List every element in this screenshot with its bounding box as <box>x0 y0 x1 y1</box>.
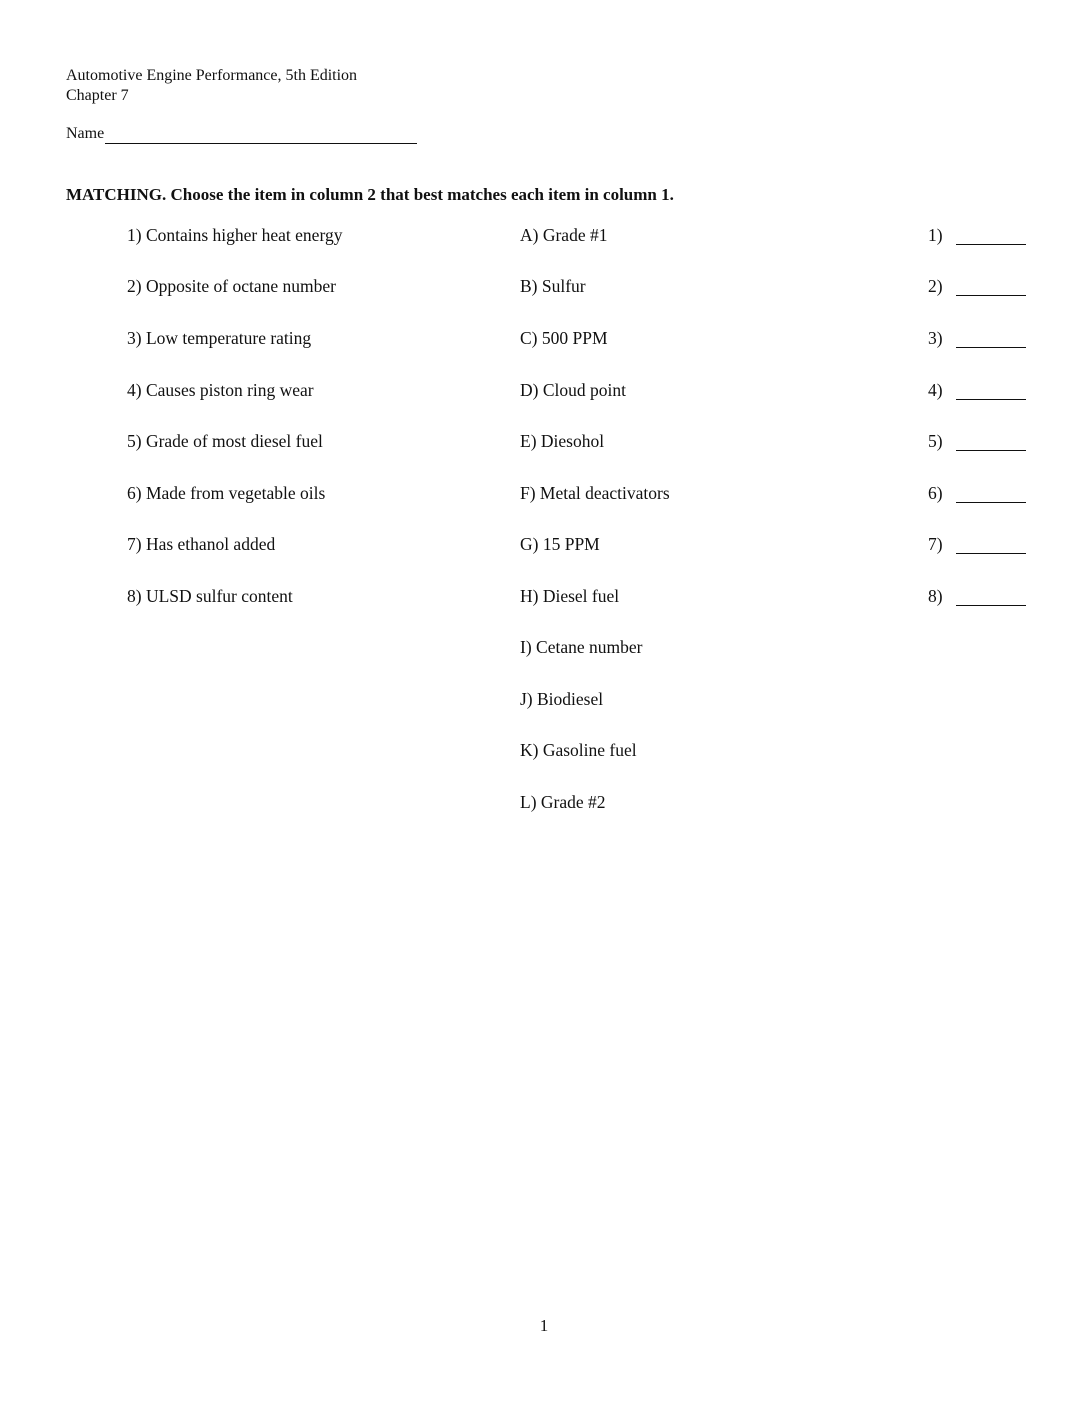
instructions-heading: MATCHING. Choose the item in column 2 that best matches each item in column 1. <box>66 185 674 204</box>
column2-item: G) 15 PPM <box>520 534 600 554</box>
column1-item: 1) Contains higher heat energy <box>127 225 343 245</box>
answer-label: 3) <box>928 328 943 348</box>
column2-item: A) Grade #1 <box>520 225 608 245</box>
column1-item: 4) Causes piston ring wear <box>127 380 314 400</box>
column2-item: H) Diesel fuel <box>520 586 620 606</box>
column2-item: F) Metal deactivators <box>520 483 670 503</box>
answer-blank[interactable] <box>956 244 1026 245</box>
column2-item: E) Diesohol <box>520 431 605 451</box>
column1-item: 2) Opposite of octane number <box>127 276 336 296</box>
column1-item: 6) Made from vegetable oils <box>127 483 326 503</box>
answer-label: 7) <box>928 534 943 554</box>
name-row <box>66 124 417 144</box>
answer-blank[interactable] <box>956 450 1026 451</box>
column2-item: L) Grade #2 <box>520 792 606 812</box>
answer-label: 5) <box>928 431 943 451</box>
column2-item: C) 500 PPM <box>520 328 608 348</box>
answer-blank[interactable] <box>956 502 1026 503</box>
column2-item: B) Sulfur <box>520 276 586 296</box>
column1-item: 7) Has ethanol added <box>127 534 276 554</box>
column1-item: 3) Low temperature rating <box>127 328 312 348</box>
answer-label: 8) <box>928 586 943 606</box>
answer-blank[interactable] <box>956 553 1026 554</box>
answer-blank[interactable] <box>956 605 1026 606</box>
answer-label: 2) <box>928 276 943 296</box>
name-input-line[interactable] <box>105 125 417 144</box>
page-number: 1 <box>539 1316 549 1335</box>
name-label: Name <box>66 125 105 142</box>
column2-item: K) Gasoline fuel <box>520 740 637 760</box>
column1-item: 5) Grade of most diesel fuel <box>127 431 323 451</box>
column1-item: 8) ULSD sulfur content <box>127 586 293 606</box>
column2-item: J) Biodiesel <box>520 689 604 709</box>
column2-item: I) Cetane number <box>520 637 643 657</box>
answer-label: 6) <box>928 483 943 503</box>
answer-blank[interactable] <box>956 399 1026 400</box>
column2-item: D) Cloud point <box>520 380 626 400</box>
book-title: Automotive Engine Performance, 5th Edition <box>66 67 358 84</box>
answer-blank[interactable] <box>956 295 1026 296</box>
chapter-label: Chapter 7 <box>66 87 129 104</box>
answer-label: 4) <box>928 380 943 400</box>
answer-label: 1) <box>928 225 943 245</box>
answer-blank[interactable] <box>956 347 1026 348</box>
